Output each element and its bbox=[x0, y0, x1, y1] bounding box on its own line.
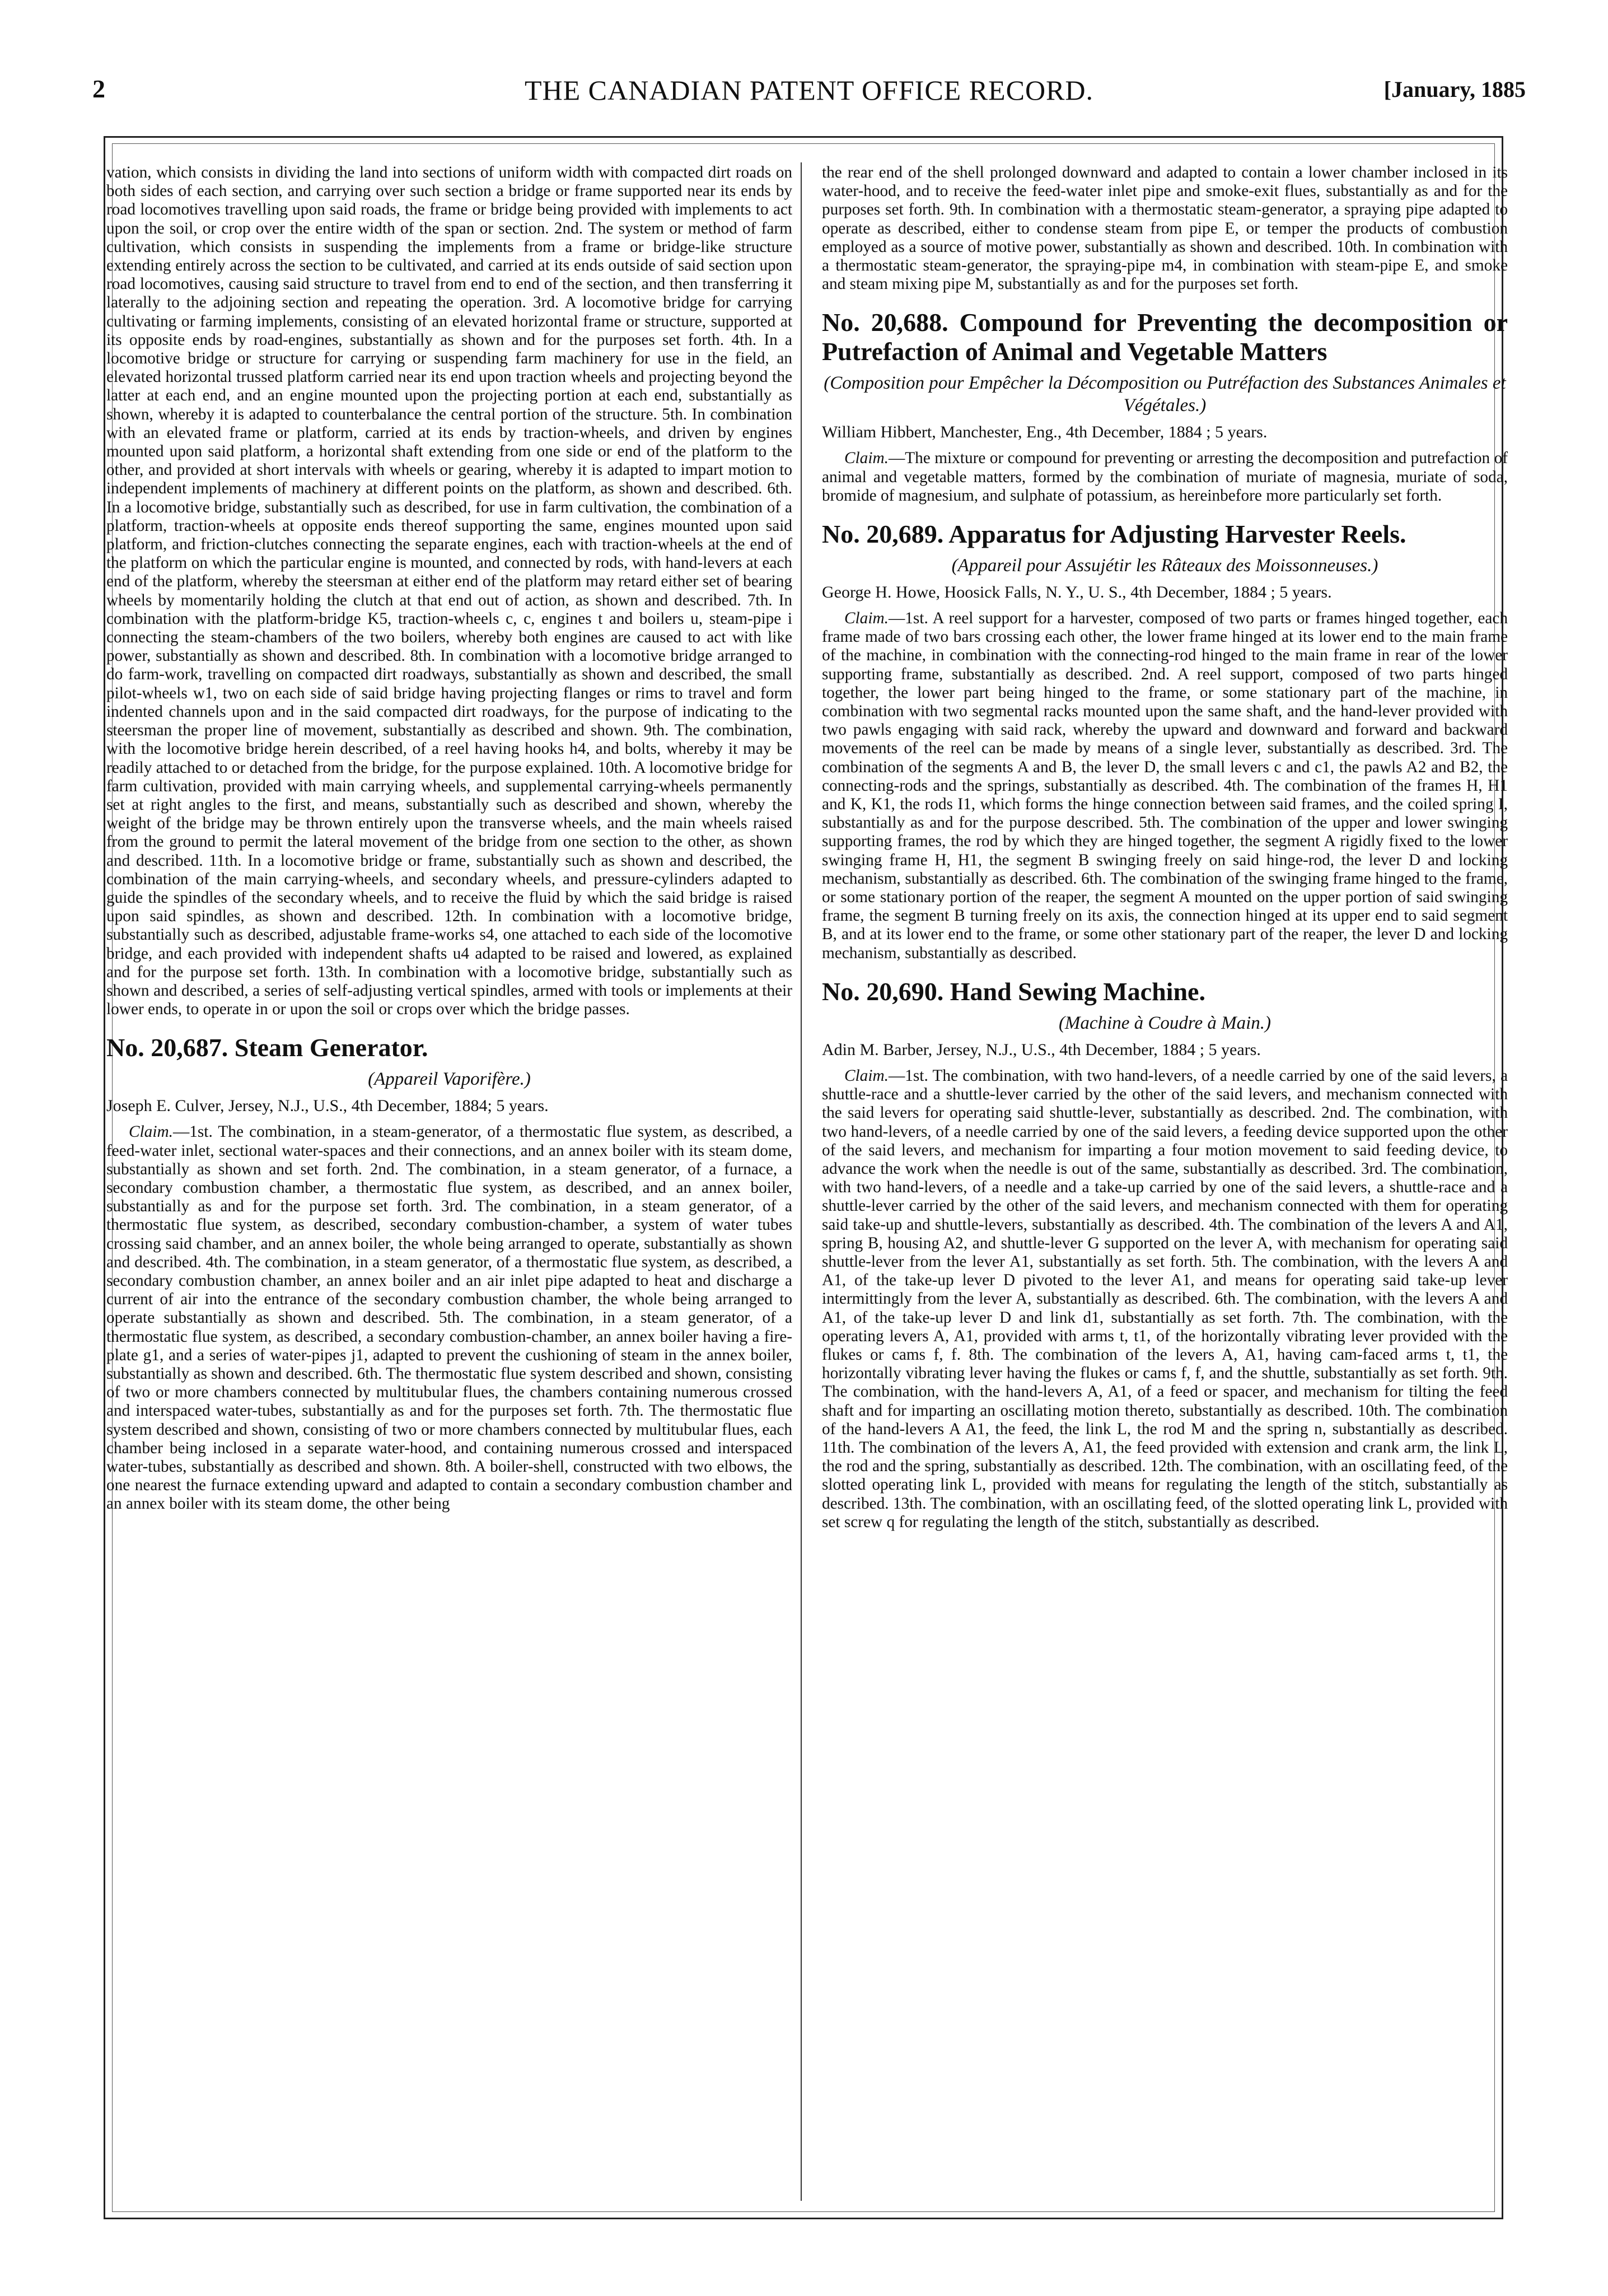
claim-text: —1st. The combination, with two hand-levers, of a needle carried by one of the said levers, a shuttle-race and a shuttle-lever carried by the other of the said levers, and mechanism connected with the said levers for operating said shuttle-lever, substantially as described. 2nd. The combination, with two hand-levers, of a needle carried by one of the said levers, a feeding device supported upon the other of the said levers, and mechanism for imparting a four motion movement to said feeding device, to advance the work when the needle is out of the same, substantially as described. 3rd. The combination, with two hand-levers, of a needle and a take-up carried by one of the said levers, a shuttle-race and a shuttle-lever carried by the other of the said levers, and mechanism connected with them for operating said take-up and shuttle-levers, substantially as described. 4th. The combination of the levers A and A1, spring B, housing A2, and shuttle-lever G supported on the lever A, with mechanism for operating said shuttle-lever from the lever A1, substantially as set forth. 5th. The combination, with the levers A and A1, of the take-up lever D pivoted to the lever A1, and means for operating said take-up lever intermittingly from the lever A, substantially as described. 6th. The combination, with the levers A and A1, of the take-up lever D and link d1, substantially as set forth. 7th. The combination, with the operating levers A, A1, provided with arms t, t1, of the horizontally vibrating lever provided with the flukes or cams f, f. 8th. The combination of the levers A, A1, having cam-faced arms t, t1, the horizontally vibrating lever having the flukes or cams f, f, and the shuttle, substantially as set forth. 9th. The combination, with the hand-levers A, A1, of a feed or spacer, and mechanism for tilting the feed shaft and for imparting an oscillating motion thereto, substantially as described. 10th. The combination of the hand-levers A A1, the feed, the link L, the rod M and the spring n, substantially as described. 11th. The combination of the levers A, A1, the feed provided with extension and crank arm, the link L, the rod and the spring, substantially as described. 12th. The combination, with an oscillating feed, of the slotted operating link L, provided with means for regulating the length of the stitch, substantially as described. 13th. The combination, with an oscillating feed, of the slotted operating link L, provided with set screw q for regulating the length of the stitch, substantially as described. bbox=[822, 1066, 1508, 1531]
continued-claims: vation, which consists in dividing the land into sections of uniform width with compacted dirt roads on both sides of each section, and carrying over such section a bridge or frame supported near its ends by road locomotives travelling upon said roads, the frame or bridge being provided with implements to act upon the soil, or crop over the entire width of the span or section. 2nd. The system or method of farm cultivation, which consists in suspending the implements from a frame or bridge-like structure extending entirely across the section to be cultivated, and carried at its ends outside of said section upon road locomotives, causing said structure to travel from end to end of the section, and then transferring it laterally to the adjoining section and repeating the operation. 3rd. A locomotive bridge for carrying cultivating or farming implements, consisting of an elevated horizontal frame or structure, supported at its opposite ends by road-engines, substantially as shown and for the purposes set forth. 4th. In a locomotive bridge or structure for carrying or suspending farm machinery for use in the field, an elevated horizontal trussed platform carried near its end upon traction wheels and projecting beyond the latter at each end, and an engine mounted upon the projecting portion at each end, substantially as shown, whereby it is adapted to counterbalance the central portion of the structure. 5th. In combination with an elevated frame or platform, carried at its ends by traction-wheels, and driven by engines mounted upon said platform, a horizontal shaft extending from one side or end of the platform to the other, and provided at short intervals with wheels or gearing, whereby it is adapted to impart motion to independent implements of machinery at different points on the platform, as shown and described. 6th. In a locomotive bridge, substantially such as described, for use in farm cultivation, the combination of a platform, traction-wheels at opposite ends thereof supporting the same, engines mounted upon said platform, and friction-clutches connecting the separate engines, each with traction-wheels at the end of the platform on which the particular engine is mounted, and connected by rods, with hand-levers at each end of the platform, whereby the steersman at either end of the platform may retard either set of bearing wheels by momentarily holding the clutch at that end out of action, as shown and described. 7th. In combination with the platform-bridge K5, traction-wheels c, c, engines t and boilers u, steam-pipe i connecting the steam-chambers of the two boilers, whereby both engines are caused to act with like power, substantially as shown and described. 8th. In combination with a locomotive bridge arranged to do farm-work, travelling on compacted dirt roadways, substantially as shown and described, the small pilot-wheels w1, two on each side of said bridge having projecting flanges or rims to travel and form indented channels upon and in the said compacted dirt roadways, for the purpose of indicating to the steersman the proper line of movement, substantially as described and shown. 9th. The combination, with the locomotive bridge herein described, of a reel having hooks h4, and bolts, whereby it may be readily attached to or detached from the bridge, for the purpose explained. 10th. A locomotive bridge for farm cultivation, provided with main carrying wheels, and supplemental carrying-wheels permanently set at right angles to the first, and means, substantially such as described and shown, whereby the weight of the bridge may be thrown entirely upon the transverse wheels, and the main wheels raised from the ground to permit the lateral movement of the bridge from one section to the other, as shown and described. 11th. In a locomotive bridge or frame, substantially such as shown and described, the combination of the main carrying-wheels, and secondary wheels, and pressure-cylinders adapted to guide the spindles of the secondary wheels, and to receive the fluid by which the said bridge is raised upon said spindles, as shown and described. 12th. In combination with a locomotive bridge, substantially such as described, adjustable frame-works s4, one attached to each side of the locomotive bridge, and each provided with independent shafts u4 adapted to be raised and lowered, as explained and for the purpose set forth. 13th. In combination with a locomotive bridge, substantially such as shown and described, a series of self-adjusting vertical spindles, armed with tools or implements at their lower ends, to operate in or upon the soil or crops over which the bridge passes. bbox=[106, 164, 792, 1019]
journal-title: THE CANADIAN PATENT OFFICE RECORD. bbox=[524, 74, 1094, 106]
page-header bbox=[92, 74, 1526, 119]
patent-french-title: (Appareil Vaporifère.) bbox=[368, 1069, 531, 1090]
patent-french-title: (Appareil pour Assujétir les Râteaux des Moissonneuses.) bbox=[951, 556, 1378, 576]
patent-number: No. 20,690. bbox=[822, 977, 944, 1006]
claim-text: —The mixture or compound for preventing or arresting the decomposition and putrefaction of animal and vegetable matters, formed by the combination of muriate of magnesia, muriate of soda, bromide of magnesium, and sulphate of potassium, as hereinbefore more particularly set forth. bbox=[822, 449, 1508, 505]
patent-claims bbox=[822, 1067, 1508, 1532]
patent-inventor: George H. Howe, Hoosick Falls, N. Y., U. S., 4th December, 1884 ; 5 years. bbox=[822, 583, 1332, 602]
patent-heading-20687 bbox=[106, 1033, 792, 1062]
patent-claims bbox=[106, 1123, 792, 1513]
patent-title: Compound for Preventing the decomposition or Putrefaction of Animal and Vegetable Matters bbox=[822, 308, 1508, 366]
left-column bbox=[106, 164, 792, 2191]
patent-inventor: Adin M. Barber, Jersey, N.J., U.S., 4th December, 1884 ; 5 years. bbox=[822, 1040, 1261, 1059]
patent-claims bbox=[822, 609, 1508, 963]
claim-text: —1st. The combination, in a steam-generator, of a thermostatic flue system, as described, a feed-water inlet, sectional water-spaces and their connections, and an annex boiler with its steam dome, substantially as shown and set forth. 2nd. The combination, in a steam generator, of a furnace, a secondary combustion chamber, a thermostatic flue system, as described, and an annex boiler, substantially as and for the purpose set forth. 3rd. The combination, in a steam generator, of a thermostatic flue system, as described, secondary combustion-chamber, a system of water tubes crossing said chamber, and an annex boiler, the whole being arranged to operate, substantially as shown and described. 4th. The combination, in a steam generator, of a thermostatic flue system, as described, a secondary combustion chamber, an annex boiler and an air inlet pipe adapted to heat and discharge a current of air into the entrance of the secondary combustion chamber, the whole being arranged to operate substantially as shown and described. 5th. The combination, in a steam generator, of a thermostatic flue system, as described, a secondary combustion-chamber, an annex boiler having a fire-plate g1, and a series of water-pipes j1, adapted to prevent the cushioning of steam in the annex boiler, substantially as shown and described. 6th. The thermostatic flue system described and shown, consisting of two or more chambers connected by multitubular flues, the chambers containing numerous crossed and interspaced water-tubes, substantially as and for the purposes set forth. 7th. The thermostatic flue system described and shown, consisting of two or more chambers connected by multitubular flues, each chamber being inclosed in a separate water-hood, and containing numerous crossed and interspaced water-tubes, substantially as described and shown. 8th. A boiler-shell, constructed with two elbows, the one nearest the furnace extending upward and adapted to contain a secondary combustion chamber and an annex boiler with its steam dome, the other being bbox=[106, 1123, 792, 1513]
claim-text: —1st. A reel support for a harvester, composed of two parts or frames hinged together, each frame made of two bars crossing each other, the lower frame hinged at its lower end to the main frame of the machine, in combination with the connecting-rod hinged to the main frame in rear of the lower supporting frame, substantially as described. 2nd. A reel support, composed of two parts hinged together, the lower part being hinged to the frame, or some stationary part of the machine, in combination with two segmental racks mounted upon the same shaft, and the hand-lever provided with two pawls engaging with said rack, whereby the upward and downward and forward and backward movements of the reel can be made by means of a single lever, substantially as described. 3rd. The combination of the segments A and B, the lever D, the small levers c and c1, the pawls A2 and B2, the connecting-rods and the springs, substantially as described. 4th. The combination of the frames H, H1 and K, K1, the rods I1, which forms the hinge connection between said frames, and the coiled spring I, substantially as and for the purpose described. 5th. The combination of the upper and lower swinging supporting frames, the rod by which they are hinged together, the segment A rigidly fixed to the lower swinging frame H, H1, the segment B swinging freely on said hinge-rod, the lever D and locking mechanism, substantially as described. 6th. The combination of the swinging frame hinged to the frame, or some stationary portion of the reaper, the segment A mounted on the upper portion of said swinging frame, the segment B turning freely on its axis, the connection hinged at its upper end to said segment B, and at its lower end to the frame, or some other stationary part of the reaper, the lever D and locking mechanism, substantially as described. bbox=[822, 609, 1508, 962]
claim-label: Claim. bbox=[129, 1123, 173, 1141]
patent-french-title: (Composition pour Empêcher la Décomposition ou Putréfaction des Substances Animales et Végétales.) bbox=[824, 373, 1506, 416]
patent-title: Hand Sewing Machine. bbox=[950, 977, 1205, 1006]
patent-number: No. 20,688. bbox=[822, 308, 948, 337]
patent-claims bbox=[822, 449, 1508, 505]
claim-label: Claim. bbox=[844, 1066, 889, 1085]
patent-inventor: William Hibbert, Manchester, Eng., 4th December, 1884 ; 5 years. bbox=[822, 423, 1268, 442]
continued-claims: the rear end of the shell prolonged downward and adapted to contain a lower chamber inclosed in its water-hood, and to receive the feed-water inlet pipe and smoke-exit flues, substantially as and for the purposes set forth. 9th. In combination with a thermostatic steam-generator, a spraying pipe adapted to operate as described, either to condense steam from pipe E, or temper the products of combustion employed as a source of motive power, substantially as shown and described. 10th. In combination with a thermostatic steam-generator, the spraying-pipe m4, in combination with steam-pipe E, and smoke and steam mixing pipe M, substantially as and for the purposes set forth. bbox=[822, 164, 1508, 293]
patent-heading-20689 bbox=[822, 520, 1508, 549]
page-number: 2 bbox=[92, 74, 105, 103]
patent-heading-20688 bbox=[822, 308, 1508, 366]
patent-number: No. 20,689. bbox=[822, 520, 944, 549]
patent-inventor: Joseph E. Culver, Jersey, N.J., U.S., 4th December, 1884; 5 years. bbox=[106, 1096, 549, 1116]
claim-label: Claim. bbox=[844, 449, 889, 468]
patent-heading-20690 bbox=[822, 977, 1508, 1006]
patent-french-title: (Machine à Coudre à Main.) bbox=[1058, 1012, 1272, 1033]
patent-title: Apparatus for Adjusting Harvester Reels. bbox=[948, 520, 1406, 549]
issue-date: [January, 1885 bbox=[1383, 77, 1526, 102]
right-column bbox=[822, 164, 1508, 2191]
column-divider bbox=[801, 162, 802, 2201]
patent-title: Steam Generator. bbox=[234, 1033, 428, 1062]
patent-number: No. 20,687. bbox=[106, 1033, 228, 1062]
claim-label: Claim. bbox=[844, 609, 889, 628]
